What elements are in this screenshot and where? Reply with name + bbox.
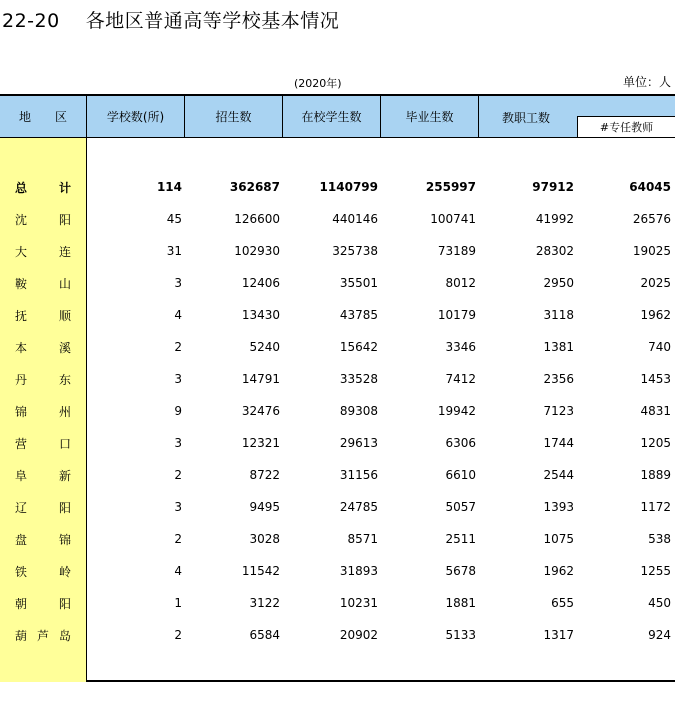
cell-graduates: 8012 (445, 276, 476, 290)
region-char: 辽 (15, 500, 28, 515)
region-char: 连 (58, 244, 71, 259)
region-char: 丹 (15, 372, 28, 387)
region-name (15, 338, 71, 356)
region-char: 朝 (15, 596, 28, 611)
table-row (0, 530, 675, 548)
region-char: 盘 (15, 532, 28, 547)
cell-students: 1140799 (319, 180, 378, 194)
header-graduates: 毕业生数 (381, 96, 479, 137)
cell-teachers: 4831 (640, 404, 671, 418)
cell-graduates: 255997 (425, 180, 476, 194)
table-row (0, 370, 675, 388)
cell-staff: 2544 (543, 468, 574, 482)
cell-staff: 7123 (543, 404, 574, 418)
region-char: 山 (58, 276, 71, 291)
cell-staff: 1075 (543, 532, 574, 546)
region-char: 顺 (58, 308, 71, 323)
header-enrollment: 招生数 (185, 96, 283, 137)
cell-teachers: 26576 (632, 212, 671, 226)
statistics-table (0, 94, 675, 682)
cell-teachers: 924 (648, 628, 671, 642)
cell-staff: 655 (551, 596, 574, 610)
cell-students: 15642 (339, 340, 378, 354)
cell-students: 35501 (339, 276, 378, 290)
header-students: 在校学生数 (283, 96, 381, 137)
table-row (0, 562, 675, 580)
cell-students: 24785 (339, 500, 378, 514)
cell-teachers: 1205 (640, 436, 671, 450)
table-number: 22-20 (2, 10, 60, 32)
cell-teachers: 1453 (640, 372, 671, 386)
cell-graduates: 5678 (445, 564, 476, 578)
region-name (15, 594, 71, 612)
cell-students: 43785 (339, 308, 378, 322)
cell-students: 33528 (339, 372, 378, 386)
cell-teachers: 538 (648, 532, 671, 546)
region-char: 岛 (58, 628, 71, 643)
cell-students: 325738 (332, 244, 378, 258)
cell-teachers: 740 (648, 340, 671, 354)
cell-students: 20902 (339, 628, 378, 642)
region-char: 锦 (58, 532, 71, 547)
region-char: 东 (58, 372, 71, 387)
cell-staff: 1962 (543, 564, 574, 578)
cell-graduates: 2511 (445, 532, 476, 546)
table-row (0, 402, 675, 420)
cell-students: 440146 (332, 212, 378, 226)
cell-graduates: 10179 (437, 308, 476, 322)
region-char: 营 (15, 436, 28, 451)
cell-teachers: 64045 (629, 180, 671, 194)
cell-students: 31893 (339, 564, 378, 578)
cell-teachers: 2025 (640, 276, 671, 290)
cell-graduates: 6610 (445, 468, 476, 482)
cell-staff: 1317 (543, 628, 574, 642)
region-char: 阜 (15, 468, 28, 483)
region-char: 抚 (15, 308, 28, 323)
cell-schools: 2 (174, 628, 182, 642)
cell-enrollment: 3028 (249, 532, 280, 546)
header-teachers: #专任教师 (577, 116, 675, 137)
table-row (0, 498, 675, 516)
cell-staff: 1393 (543, 500, 574, 514)
cell-staff: 1744 (543, 436, 574, 450)
cell-enrollment: 6584 (249, 628, 280, 642)
cell-staff: 41992 (535, 212, 574, 226)
cell-schools: 2 (174, 340, 182, 354)
cell-staff: 2356 (543, 372, 574, 386)
region-name (15, 274, 71, 292)
region-char: 溪 (58, 340, 71, 355)
unit-label: 单位：人 (622, 75, 671, 89)
region-char: 阳 (58, 596, 71, 611)
region-char: 本 (15, 340, 28, 355)
cell-staff: 1381 (543, 340, 574, 354)
cell-enrollment: 12321 (241, 436, 280, 450)
year-note: (2020年) (294, 77, 342, 90)
cell-graduates: 100741 (430, 212, 476, 226)
region-char: 沈 (15, 212, 28, 227)
table-row (0, 274, 675, 292)
region-name (15, 210, 71, 228)
cell-students: 10231 (339, 596, 378, 610)
cell-students: 8571 (347, 532, 378, 546)
cell-teachers: 1255 (640, 564, 671, 578)
cell-enrollment: 3122 (249, 596, 280, 610)
table-row (0, 306, 675, 324)
region-char: 大 (15, 244, 28, 259)
header-staff: 教职工数 (502, 111, 551, 125)
region-char: 州 (58, 404, 71, 419)
table-row-total (0, 178, 675, 196)
cell-schools: 1 (174, 596, 182, 610)
cell-schools: 3 (174, 436, 182, 450)
region-name (15, 402, 71, 420)
cell-teachers: 1172 (640, 500, 671, 514)
table-row (0, 466, 675, 484)
table-row (0, 626, 675, 644)
cell-schools: 45 (166, 212, 182, 226)
cell-schools: 4 (174, 564, 182, 578)
region-char: 鞍 (15, 276, 28, 291)
cell-staff: 97912 (532, 180, 574, 194)
table-row (0, 210, 675, 228)
cell-graduates: 19942 (437, 404, 476, 418)
cell-enrollment: 362687 (229, 180, 280, 194)
cell-students: 31156 (339, 468, 378, 482)
cell-graduates: 3346 (445, 340, 476, 354)
table-row (0, 434, 675, 452)
cell-staff: 3118 (543, 308, 574, 322)
cell-enrollment: 102930 (234, 244, 280, 258)
cell-graduates: 5133 (445, 628, 476, 642)
region-name (15, 466, 71, 484)
cell-enrollment: 126600 (234, 212, 280, 226)
region-name (15, 498, 71, 516)
region-char: 芦 (36, 628, 49, 643)
table-row (0, 242, 675, 260)
cell-schools: 4 (174, 308, 182, 322)
cell-schools: 2 (174, 468, 182, 482)
cell-teachers: 1889 (640, 468, 671, 482)
cell-enrollment: 8722 (249, 468, 280, 482)
cell-staff: 28302 (535, 244, 574, 258)
table-header (0, 96, 675, 138)
cell-graduates: 7412 (445, 372, 476, 386)
cell-staff: 2950 (543, 276, 574, 290)
cell-enrollment: 32476 (241, 404, 280, 418)
cell-enrollment: 14791 (241, 372, 280, 386)
cell-schools: 9 (174, 404, 182, 418)
region-char: 新 (58, 468, 71, 483)
cell-schools: 114 (156, 180, 182, 194)
region-name (15, 370, 71, 388)
region-char: 总 (15, 180, 28, 195)
table-row (0, 338, 675, 356)
cell-schools: 31 (166, 244, 182, 258)
region-name (15, 562, 71, 580)
region-name (15, 306, 71, 324)
cell-schools: 3 (174, 500, 182, 514)
cell-enrollment: 12406 (241, 276, 280, 290)
region-char: 锦 (15, 404, 28, 419)
cell-teachers: 19025 (632, 244, 671, 258)
region-char: 计 (58, 180, 71, 195)
cell-schools: 3 (174, 372, 182, 386)
cell-enrollment: 11542 (241, 564, 280, 578)
cell-graduates: 73189 (437, 244, 476, 258)
region-char: 阳 (58, 212, 71, 227)
cell-teachers: 1962 (640, 308, 671, 322)
cell-graduates: 5057 (445, 500, 476, 514)
table-title: 各地区普通高等学校基本情况 (85, 10, 340, 32)
region-char: 阳 (58, 500, 71, 515)
region-char: 岭 (58, 564, 71, 579)
cell-schools: 3 (174, 276, 182, 290)
cell-students: 89308 (339, 404, 378, 418)
region-name (15, 178, 71, 196)
region-name (15, 530, 71, 548)
cell-enrollment: 9495 (249, 500, 280, 514)
cell-students: 29613 (339, 436, 378, 450)
page-title (2, 6, 339, 33)
cell-graduates: 6306 (445, 436, 476, 450)
cell-enrollment: 13430 (241, 308, 280, 322)
region-char: 口 (58, 436, 71, 451)
table-row (0, 594, 675, 612)
region-char: 葫 (15, 628, 28, 643)
cell-graduates: 1881 (445, 596, 476, 610)
cell-enrollment: 5240 (249, 340, 280, 354)
region-name (15, 626, 71, 644)
cell-teachers: 450 (648, 596, 671, 610)
cell-schools: 2 (174, 532, 182, 546)
header-schools: 学校数(所) (87, 96, 185, 137)
header-region: 地 区 (0, 96, 87, 137)
region-name (15, 434, 71, 452)
region-name (15, 242, 71, 260)
region-char: 铁 (15, 564, 28, 579)
